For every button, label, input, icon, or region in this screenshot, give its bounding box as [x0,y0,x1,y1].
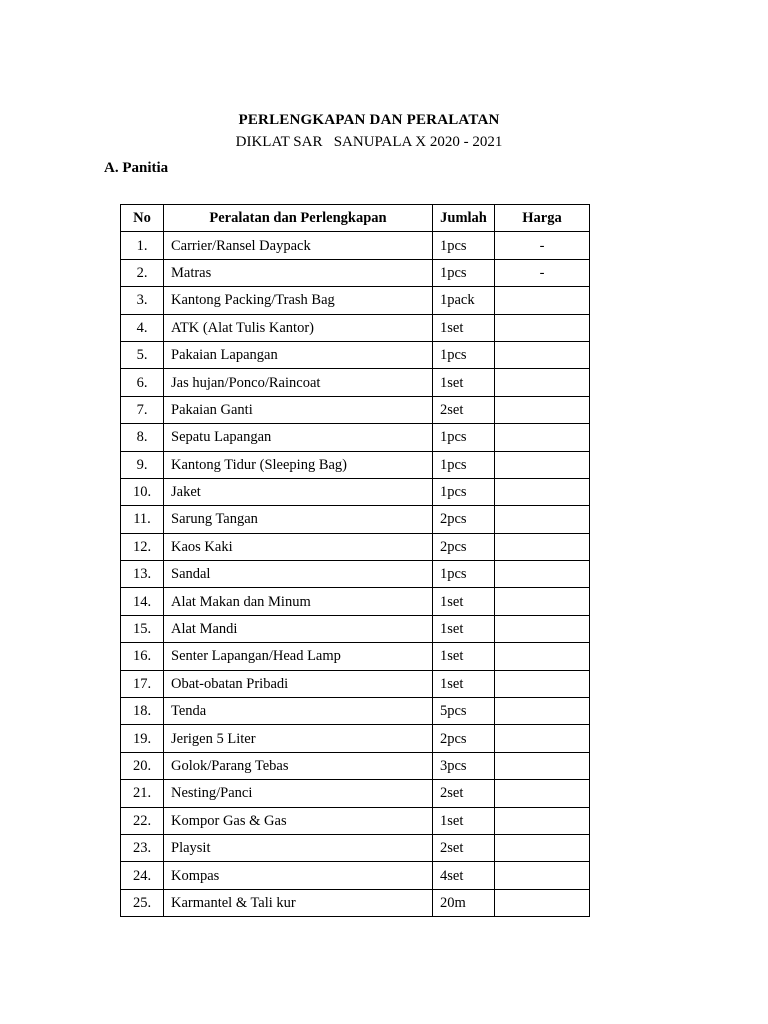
row-quantity: 2set [433,780,495,807]
table-row [121,533,590,560]
row-price [495,780,590,807]
row-item-name: Playsit [164,834,433,861]
row-number: 5. [121,341,164,368]
row-number: 16. [121,643,164,670]
row-quantity: 1pack [433,287,495,314]
row-item-name: Kantong Tidur (Sleeping Bag) [164,451,433,478]
row-quantity: 5pcs [433,698,495,725]
document-title: PERLENGKAPAN DAN PERALATAN [238,112,500,128]
row-quantity: 4set [433,862,495,889]
row-price [495,834,590,861]
table-row [121,725,590,752]
row-item-name: Pakaian Ganti [164,396,433,423]
row-quantity: 1set [433,670,495,697]
row-number: 14. [121,588,164,615]
row-price [495,369,590,396]
table-row [121,615,590,642]
row-number: 11. [121,506,164,533]
row-item-name: Pakaian Lapangan [164,341,433,368]
table-row [121,451,590,478]
row-quantity: 2pcs [433,506,495,533]
table-row [121,643,590,670]
row-quantity: 3pcs [433,752,495,779]
row-item-name: Karmantel & Tali kur [164,889,433,916]
row-price [495,561,590,588]
table-row [121,670,590,697]
row-item-name: Senter Lapangan/Head Lamp [164,643,433,670]
row-price [495,862,590,889]
row-number: 24. [121,862,164,889]
table-row [121,780,590,807]
row-quantity: 1pcs [433,259,495,286]
row-item-name: Jaket [164,478,433,505]
row-quantity: 1pcs [433,341,495,368]
row-quantity: 1pcs [433,478,495,505]
row-item-name: ATK (Alat Tulis Kantor) [164,314,433,341]
table-row [121,314,590,341]
row-quantity: 2set [433,834,495,861]
header-item: Peralatan dan Perlengkapan [164,205,433,232]
row-quantity: 1set [433,314,495,341]
table-row [121,478,590,505]
row-quantity: 1set [433,643,495,670]
row-number: 6. [121,369,164,396]
row-price [495,314,590,341]
row-item-name: Alat Mandi [164,615,433,642]
row-price [495,424,590,451]
table-row [121,506,590,533]
row-number: 10. [121,478,164,505]
row-number: 17. [121,670,164,697]
header-no: No [121,205,164,232]
table-body [121,232,590,917]
row-price [495,889,590,916]
row-price [495,752,590,779]
row-item-name: Kompas [164,862,433,889]
table-row [121,341,590,368]
row-price [495,615,590,642]
row-price [495,725,590,752]
row-item-name: Matras [164,259,433,286]
table-row [121,698,590,725]
row-price [495,287,590,314]
row-item-name: Kantong Packing/Trash Bag [164,287,433,314]
row-number: 7. [121,396,164,423]
row-number: 22. [121,807,164,834]
table-row [121,424,590,451]
equipment-table [120,204,590,917]
table-header-row [121,205,590,232]
table-row [121,834,590,861]
row-item-name: Golok/Parang Tebas [164,752,433,779]
row-number: 2. [121,259,164,286]
row-price [495,478,590,505]
row-price [495,451,590,478]
row-item-name: Kaos Kaki [164,533,433,560]
table-row [121,752,590,779]
row-number: 18. [121,698,164,725]
row-number: 1. [121,232,164,259]
table-row [121,287,590,314]
row-item-name: Carrier/Ransel Daypack [164,232,433,259]
document-subtitle: DIKLAT SAR SANUPALA X 2020 - 2021 [235,134,503,150]
row-price [495,533,590,560]
section-heading: A. Panitia [104,160,169,176]
table-row [121,588,590,615]
row-quantity: 2pcs [433,725,495,752]
row-price: - [495,232,590,259]
row-number: 23. [121,834,164,861]
row-item-name: Tenda [164,698,433,725]
row-price [495,698,590,725]
row-number: 9. [121,451,164,478]
table-row [121,889,590,916]
row-number: 25. [121,889,164,916]
row-number: 21. [121,780,164,807]
row-quantity: 2pcs [433,533,495,560]
table-row [121,396,590,423]
row-quantity: 1pcs [433,561,495,588]
table-row [121,232,590,259]
row-price [495,506,590,533]
row-price [495,670,590,697]
row-number: 3. [121,287,164,314]
row-price [495,588,590,615]
row-quantity: 1pcs [433,451,495,478]
row-item-name: Obat-obatan Pribadi [164,670,433,697]
row-item-name: Jas hujan/Ponco/Raincoat [164,369,433,396]
row-quantity: 1set [433,588,495,615]
row-quantity: 20m [433,889,495,916]
row-number: 15. [121,615,164,642]
row-number: 19. [121,725,164,752]
row-quantity: 2set [433,396,495,423]
row-item-name: Sarung Tangan [164,506,433,533]
row-number: 13. [121,561,164,588]
table-row [121,369,590,396]
row-price [495,396,590,423]
table-row [121,807,590,834]
row-item-name: Kompor Gas & Gas [164,807,433,834]
row-price [495,643,590,670]
table-row [121,259,590,286]
row-number: 20. [121,752,164,779]
row-quantity: 1pcs [433,232,495,259]
row-quantity: 1pcs [433,424,495,451]
row-number: 12. [121,533,164,560]
row-quantity: 1set [433,615,495,642]
row-quantity: 1set [433,807,495,834]
row-number: 8. [121,424,164,451]
row-quantity: 1set [433,369,495,396]
row-price [495,341,590,368]
table-row [121,862,590,889]
row-price [495,807,590,834]
header-price: Harga [495,205,590,232]
row-item-name: Sandal [164,561,433,588]
table-row [121,561,590,588]
row-item-name: Jerigen 5 Liter [164,725,433,752]
row-item-name: Alat Makan dan Minum [164,588,433,615]
row-item-name: Sepatu Lapangan [164,424,433,451]
row-item-name: Nesting/Panci [164,780,433,807]
header-qty: Jumlah [433,205,495,232]
row-price: - [495,259,590,286]
row-number: 4. [121,314,164,341]
